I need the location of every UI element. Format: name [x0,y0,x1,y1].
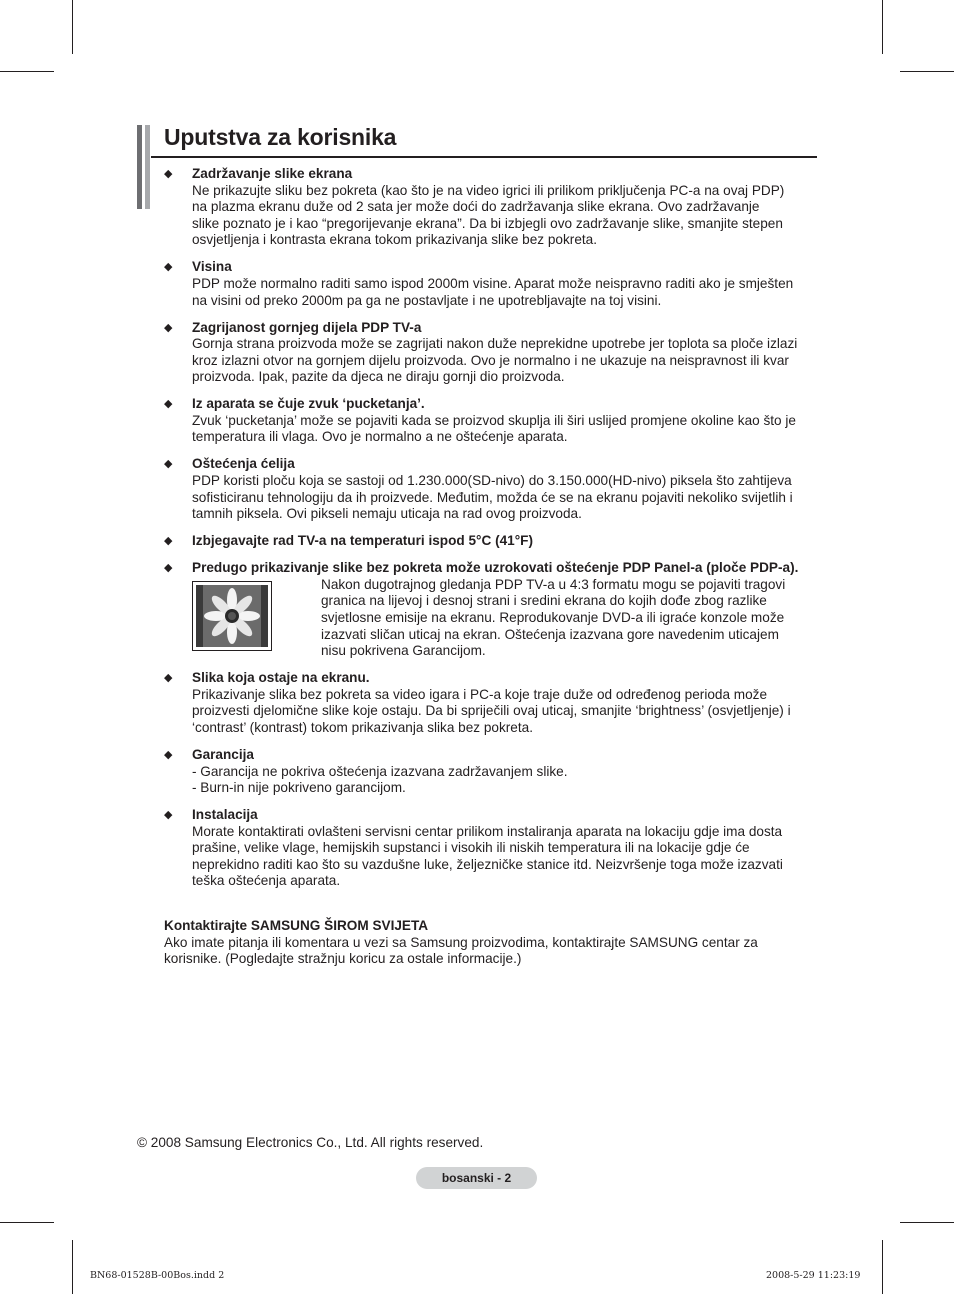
crop-mark [0,1222,54,1223]
item-text [192,276,820,309]
text-line: granica na lijevoj i desnoj strani i sredini ekrana do kojih dođe zbog razlike [321,593,767,609]
content [164,166,820,900]
text-line: na plazma ekranu duže od 2 sata jer može doći do zadržavanja slike ekrana. Ovo zadržavanje [192,199,760,215]
side-bar-dark [137,125,142,209]
item-title: Zagrijanost gornjeg dijela PDP TV-a [192,319,422,335]
text-line: tamnih piksela. Ovi pikseli nemaju uticaja na rad ovog proizvoda. [192,506,582,522]
crop-mark [72,1240,73,1294]
item-title: Oštećenja ćelija [192,456,295,472]
crop-mark [900,1222,954,1223]
item-title: Zadržavanje slike ekrana [192,166,353,181]
flower-on-tv-screen-image [192,581,272,651]
diamond-bullet-icon: ◆ [164,672,173,685]
item-text [192,473,820,523]
list-item [164,560,820,660]
text-line: proizvoda. Ipak, pazite da djeca ne diraju gornji dio proizvoda. [192,369,565,385]
diamond-bullet-icon: ◆ [164,535,173,548]
text-line: neprekidno raditi kao što su vazdušne luke, željezničke stanice itd. Neizvršenje toga može izazvati [192,856,783,872]
flower-image-svg [193,582,271,650]
text-line: slike poznato je i kao “pregorijevanje ekrana”. Da bi izbjegli ovo zadržavanje slike, smanjite stepen [192,215,783,231]
text-line: sofisticiranu tehnologiju da ih proizvede. Međutim, možda će se na ekranu pojaviti nekoliko svijetlih i [192,489,793,505]
list-item [164,166,820,249]
list-item [164,456,820,522]
list-item [164,320,820,386]
crop-mark [0,71,54,72]
text-line: Nakon dugotrajnog gledanja PDP TV-a u 4:3 formatu mogu se pojaviti tragovi [321,576,786,592]
text-line: - Burn-in nije pokriveno garancijom. [192,780,406,796]
list-item [164,533,820,550]
item-title: Visina [192,259,232,275]
text-line: PDP koristi ploču koja se sastoji od 1.230.000(SD-nivo) do 3.150.000(HD-nivo) piksela što zahtijeva [192,473,792,489]
title-rule [151,156,817,158]
text-line: nisu pokrivena Garancijom. [321,643,486,659]
copyright: © 2008 Samsung Electronics Co., Ltd. All rights reserved. [137,1135,484,1150]
item-text [192,577,820,660]
list-item [164,807,820,890]
imprint-timestamp: 2008-5-29 11:23:19 [766,1270,861,1281]
diamond-bullet-icon: ◆ [164,398,173,411]
image-text-block [192,577,820,660]
list-item [164,396,820,446]
diamond-bullet-icon: ◆ [164,321,173,334]
text-line: prašine, velike vlage, hemijskih supstanci i visokih ili niskih temperatura ili na lokacije gdje će [192,840,750,856]
text-line: svjetlosne emisije na ekranu. Reprodukovanje DVD-a ili igraće konzole može [321,610,785,625]
item-title: Instalacija [192,807,258,823]
item-title: Izbjegavajte rad TV-a na temperaturi ispod 5°C (41°F) [192,533,533,549]
crop-mark [882,0,883,54]
text-line: - Garancija ne pokriva oštećenja izazvana zadržavanjem slike. [192,763,568,779]
list-item [164,670,820,736]
item-title: Predugo prikazivanje slike bez pokreta može uzrokovati oštećenje PDP Panel-a (ploče PDP-a). [192,560,799,576]
item-text [192,413,820,446]
text-line: temperatura ili vlaga. Ovo je normalno a ne oštećenje aparata. [192,429,568,445]
diamond-bullet-icon: ◆ [164,809,173,822]
item-title: Garancija [192,746,254,762]
contact-section [164,918,804,968]
page-title: Uputstva za korisnika [164,124,397,150]
text-line: Morate kontaktirati ovlašteni servisni centar prilikom instaliranja aparata na lokaciju gdje ima dosta [192,823,783,839]
text-line: Gornja strana proizvoda može se zagrijati nakon duže neprekidne upotrebe jer toplota sa ploče izlazi [192,336,798,352]
item-title: Iz aparata se čuje zvuk ‘pucketanja’. [192,396,425,412]
text-line: korisnike. (Pogledajte stražnju koricu za ostale informacije.) [164,951,522,967]
diamond-bullet-icon: ◆ [164,562,173,575]
diamond-bullet-icon: ◆ [164,458,173,471]
item-text [192,183,820,249]
text-line: izazvati sličan uticaj na ekran. Oštećenja izazvana gore navedenim uticajem [321,626,779,642]
text-line: ‘contrast’ (kontrast) tokom prikazivanja slika bez pokreta. [192,719,533,735]
diamond-bullet-icon: ◆ [164,748,173,761]
text-line: Ako imate pitanja ili komentara u vezi sa Samsung proizvodima, kontaktirajte SAMSUNG centar za [164,934,758,950]
item-text [192,687,820,737]
item-title: Slika koja ostaje na ekranu. [192,670,370,686]
side-bar-light [145,125,150,209]
page-number-badge: bosanski - 2 [416,1167,537,1189]
item-text [192,336,820,386]
contact-title: Kontaktirajte SAMSUNG ŠIROM SVIJETA [164,918,429,933]
text-line: na visini od preko 2000m pa ga ne postavljate i ne upotrebljavajte na toj visini. [192,292,662,308]
text-line: Prikazivanje slika bez pokreta sa video igara i PC-a koje traje duže od određenog perioda može [192,686,768,702]
diamond-bullet-icon: ◆ [164,168,173,180]
header-side-bars [137,125,151,209]
crop-mark [882,1240,883,1294]
text-line: Ne prikazujte sliku bez pokreta (kao što je na video igrici ili prilikom priključenja PC-a na ovaj PDP) [192,182,785,198]
text-line: PDP može normalno raditi samo ispod 2000m visine. Aparat može neispravno raditi ako je smješten [192,275,794,291]
text-line: teška oštećenja aparata. [192,873,341,889]
text-line: osvjetljenja i kontrasta ekrana tokom prikazivanja slike bez pokreta. [192,232,597,248]
imprint-file-name: BN68-01528B-00Bos.indd 2 [90,1270,225,1281]
item-text [192,764,820,797]
item-text [192,824,820,890]
diamond-bullet-icon: ◆ [164,261,173,274]
text-line: Zvuk ‘pucketanja’ može se pojaviti kada se proizvod skuplja ili širi uslijed promjene okoline kao što je [192,412,796,428]
list-item [164,747,820,797]
crop-mark [900,71,954,72]
text-line: kroz izlazni otvor na gornjem dijelu proizvoda. Ovo je normalno i ne ukazuje na neispravnost ili kvar [192,352,789,368]
list-item [164,259,820,309]
text-line: proizvesti djelomične slike koje ostaju. Da bi spriječili ovaj uticaj, smanjite ‘brightness’ (osvjetljenje) i [192,703,791,719]
crop-mark [72,0,73,54]
